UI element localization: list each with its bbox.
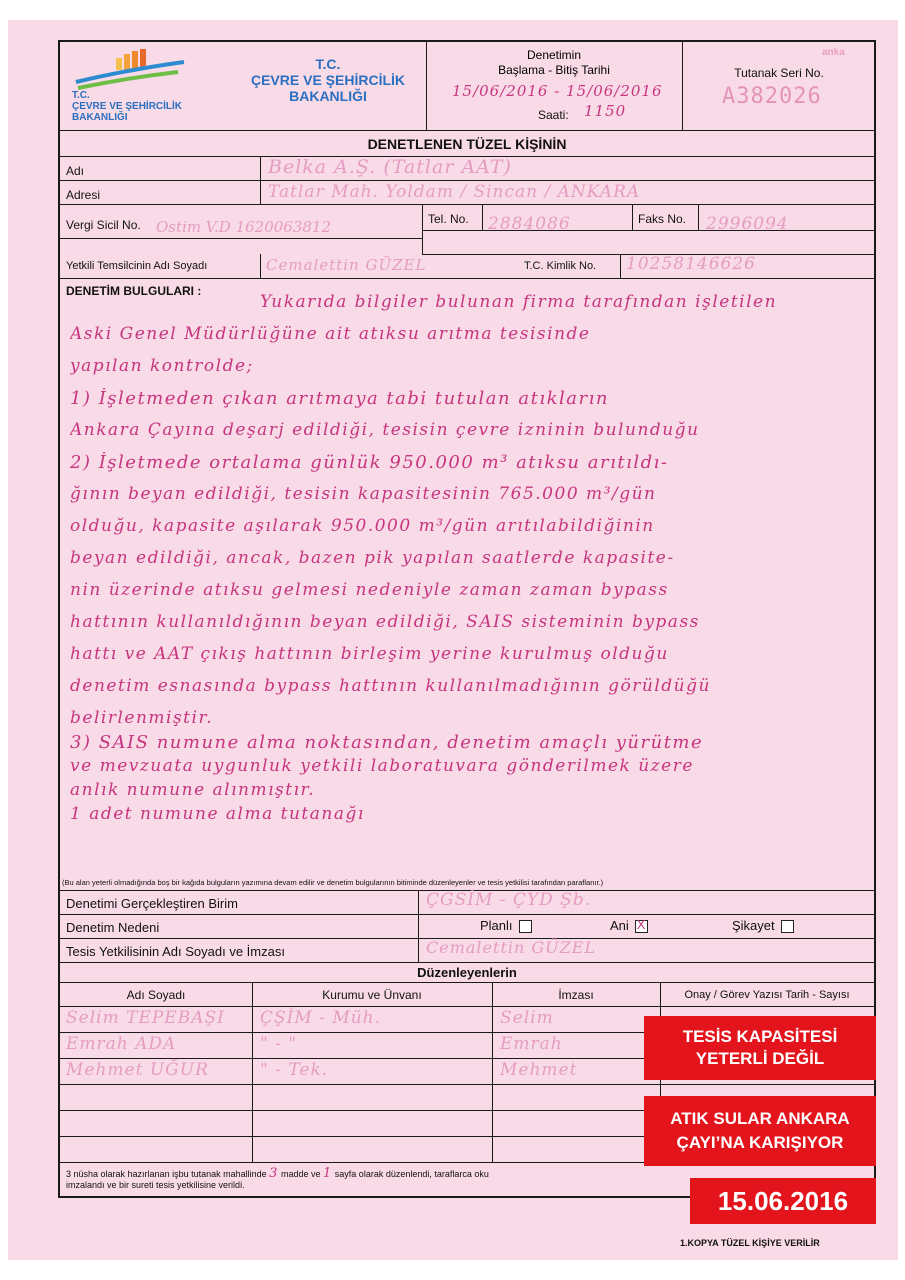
tax-value: Ostim V.D 1620063812 (156, 218, 332, 236)
fax-value: 2996094 (706, 214, 789, 234)
badge-capacity-line2: YETERLİ DEĞİL (695, 1049, 825, 1068)
ani-label: Ani (610, 918, 629, 933)
col-name-header: Adı Soyadı (126, 988, 186, 1002)
unit-label: Denetimi Gerçekleştiren Birim (66, 896, 238, 911)
dates-value: 15/06/2016 - 15/06/2016 (452, 82, 663, 100)
footer-text-a: 3 nüsha olarak hazırlanan işbu tutanak mahallinde (66, 1169, 267, 1179)
badge-capacity (644, 1016, 876, 1080)
unit-value: ÇGSİM - ÇYD Şb. (426, 890, 592, 910)
serial-value: A382026 (722, 84, 822, 109)
prep-title: " - " (260, 1034, 298, 1054)
finding-line: Aski Genel Müdürlüğüne ait atıksu arıtma tesisinde (70, 324, 591, 344)
finding-line: hattı ve AAT çıkış hattının birleşim yerine kurulmuş olduğu (70, 644, 669, 664)
findings-label: DENETİM BULGULARI : (66, 284, 202, 298)
ani-check-mark: X (636, 917, 646, 933)
badge-wastewater (644, 1096, 876, 1166)
dates-title-2: Başlama - Bitiş Tarihi (498, 63, 610, 77)
sikayet-label: Şikayet (732, 918, 775, 933)
badge-capacity-line1: TESİS KAPASİTESİ (682, 1027, 838, 1046)
time-label: Saati: (538, 108, 569, 122)
rep-value: Cemalettin GÜZEL (266, 256, 427, 274)
address-value: Tatlar Mah. Yoldam / Sincan / ANKARA (268, 182, 641, 202)
preparers-title: Düzenleyenlerin (417, 965, 517, 980)
tel-value: 2884086 (488, 214, 571, 234)
finding-line: 2) İşletmede ortalama günlük 950.000 m³ atıksu arıtıldı- (70, 452, 669, 473)
reason-label: Denetim Nedeni (66, 920, 160, 935)
prep-title: ÇŞİM - Müh. (260, 1008, 382, 1028)
prep-title: " - Tek. (260, 1060, 329, 1080)
address-label: Adresi (66, 188, 101, 202)
finding-line: belirlenmiştir. (70, 708, 214, 728)
col-sign-header: İmzası (558, 988, 594, 1002)
ministry-line-1: T.C. (315, 56, 341, 72)
signer-label: Tesis Yetkilisinin Adı Soyadı ve İmzası (66, 944, 285, 959)
ministry-line-3: BAKANLIĞI (289, 88, 367, 104)
footer-text-c: sayfa olarak düzenlendi, taraflarca oku (334, 1169, 489, 1179)
logo-text-1: T.C. (72, 90, 90, 101)
finding-line: 3) SAIS numune alma noktasından, denetim amaçlı yürütme (70, 732, 704, 753)
col-approval-header: Onay / Görev Yazısı Tarih - Sayısı (684, 989, 850, 1001)
logo-text-3: BAKANLIĞI (72, 112, 128, 123)
watermark: anka (822, 47, 845, 58)
finding-line: hattının kullanıldığının beyan edildiği, SAIS sisteminin bypass (70, 612, 700, 632)
badge-wastewater-line1: ATIK SULAR ANKARA (670, 1109, 850, 1128)
finding-line: anlık numune alınmıştır. (70, 780, 316, 800)
dates-title-1: Denetimin (526, 48, 582, 62)
footer-sayfa-value: 1 (323, 1166, 333, 1181)
finding-line: ve mevzuata uygunluk yetkili laboratuvara gönderilmek üzere (70, 756, 694, 776)
prep-signature: Selim (500, 1008, 554, 1028)
copy-note: 1.KOPYA TÜZEL KİŞİYE VERİLİR (680, 1238, 820, 1248)
badge-date: 15.06.2016 (690, 1178, 876, 1224)
planli-option[interactable] (480, 918, 532, 933)
ministry-title (228, 56, 428, 104)
finding-line: yapılan kontrolde; (70, 356, 254, 376)
ministry-line-2: ÇEVRE VE ŞEHİRCİLİK (250, 72, 406, 88)
tax-label: Vergi Sicil No. (66, 218, 141, 232)
col-title-header: Kurumu ve Ünvanı (322, 988, 422, 1002)
finding-line: 1 adet numune alma tutanağı (70, 804, 365, 824)
prep-signature: Mehmet (500, 1060, 578, 1080)
tc-label: T.C. Kimlik No. (524, 260, 597, 272)
tel-label: Tel. No. (428, 212, 469, 226)
name-label: Adı (66, 164, 85, 178)
finding-line: 1) İşletmeden çıkan arıtmaya tabi tutulan atıkların (70, 388, 609, 409)
finding-line: Yukarıda bilgiler bulunan firma tarafından işletilen (260, 292, 778, 312)
signer-value: Cemalettin GÜZEL (426, 938, 597, 957)
planli-label: Planlı (480, 918, 513, 933)
time-value: 1150 (584, 102, 627, 120)
inspection-dates (426, 48, 682, 78)
logo-text-2: ÇEVRE VE ŞEHİRCİLİK (72, 101, 183, 112)
finding-line: olduğu, kapasite aşılarak 950.000 m³/gün arıtılabildiğinin (70, 516, 655, 536)
name-value: Belka A.Ş. (Tatlar AAT) (268, 156, 512, 178)
ministry-logo (66, 48, 226, 128)
tc-value: 10258146626 (626, 254, 756, 274)
finding-line: beyan edildiği, ancak, bazen pik yapılan saatlerde kapasite- (70, 548, 675, 568)
finding-line: denetim esnasında bypass hattının kullanılmadığının görüldüğü (70, 676, 711, 696)
prep-name: Emrah ADA (66, 1034, 177, 1054)
sikayet-checkbox[interactable] (781, 920, 794, 933)
fax-label: Faks No. (638, 212, 687, 226)
footer-madde-value: 3 (269, 1166, 279, 1181)
footer-text-d: imzalandı ve bir sureti tesis yetkilisine verildi. (66, 1180, 245, 1190)
prep-name: Mehmet UĞUR (66, 1060, 209, 1080)
finding-line: nin üzerinde atıksu gelmesi nedeniyle zaman zaman bypass (70, 580, 669, 600)
footer-text (66, 1166, 489, 1181)
rep-label: Yetkili Temsilcinin Adı Soyadı (66, 260, 208, 272)
entity-section-title: DENETLENEN TÜZEL KİŞİNİN (367, 136, 567, 152)
prep-signature: Emrah (500, 1034, 563, 1054)
finding-line: Ankara Çayına deşarj edildiği, tesisin çevre izninin bulunduğu (70, 420, 700, 440)
finding-line: ğının beyan edildiği, tesisin kapasitesinin 765.000 m³/gün (70, 484, 657, 504)
ministry-logo-icon (66, 48, 186, 92)
ani-option[interactable] (610, 918, 648, 933)
planli-checkbox[interactable] (519, 920, 532, 933)
findings-footnote: (Bu alan yeterli olmadığında boş bir kağıda bulguların yazımına devam edilir ve denetim bulgularının bitiminde düzenleyenler ve tesis yetkilisi tarafından paraflanır.) (62, 878, 604, 887)
sikayet-option[interactable] (732, 918, 794, 933)
badge-wastewater-line2: ÇAYI’NA KARIŞIYOR (676, 1133, 844, 1152)
serial-label: Tutanak Seri No. (734, 66, 824, 80)
prep-name: Selim TEPEBAŞI (66, 1008, 225, 1028)
footer-text-b: madde ve (280, 1169, 321, 1179)
ani-checkbox[interactable] (635, 917, 648, 933)
